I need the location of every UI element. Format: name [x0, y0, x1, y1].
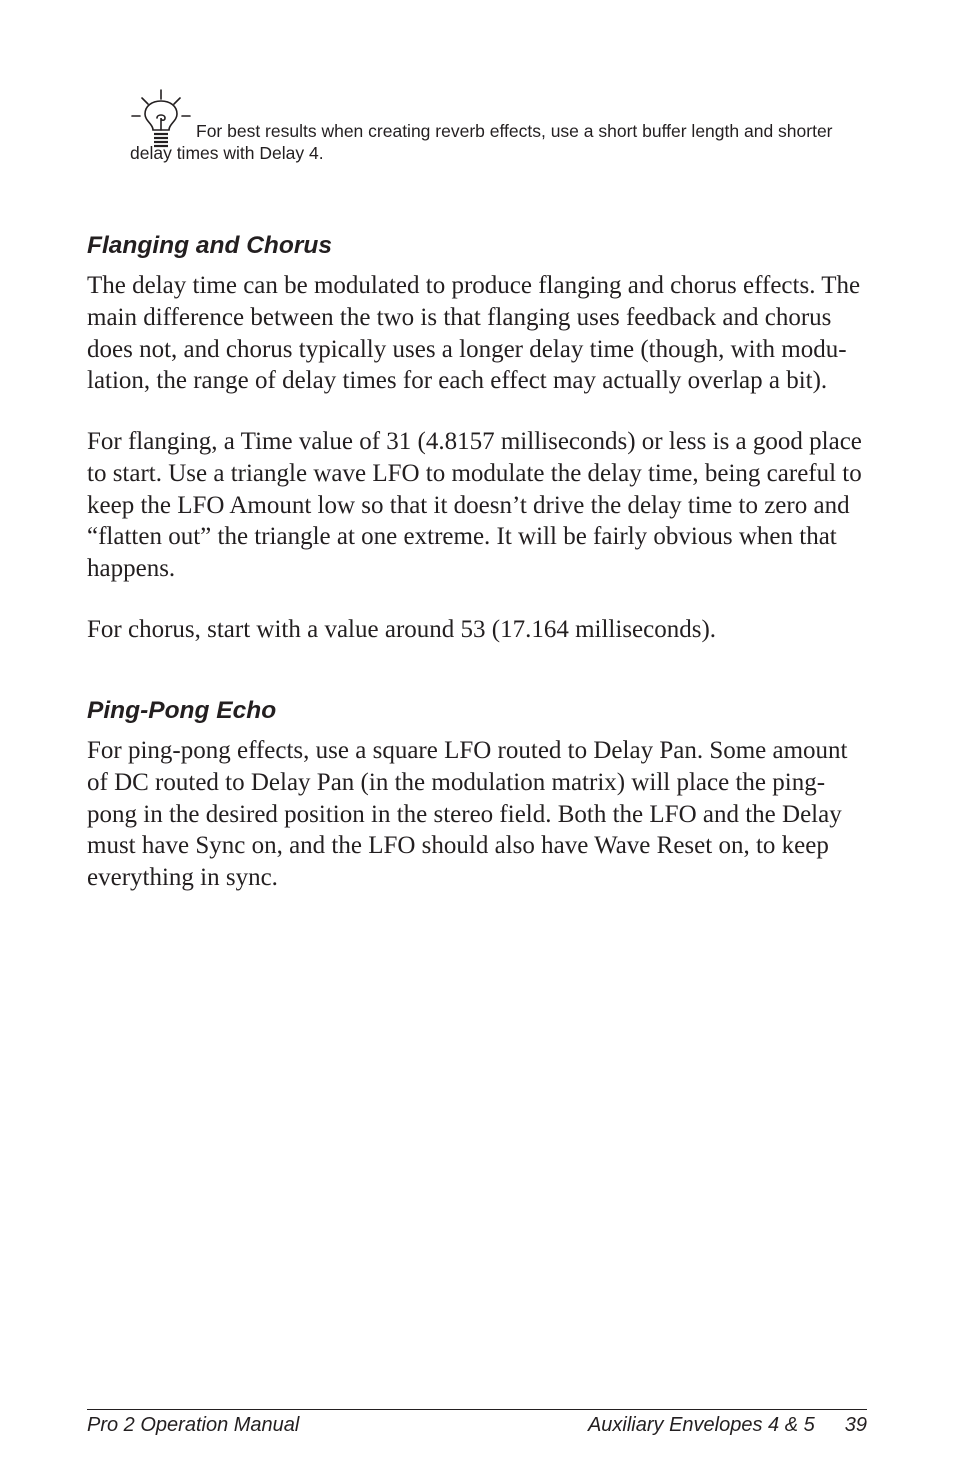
footer-chapter: Auxiliary Envelopes 4 & 5 — [587, 1414, 815, 1436]
footer-manual-title: Pro 2 Operation Manual — [87, 1414, 300, 1436]
tip-note — [130, 88, 850, 164]
footer-right — [588, 1412, 867, 1438]
paragraph-ping-pong: For ping-pong effects, use a square LFO routed to Delay Pan. Some amount of DC routed to Delay Pan (in the modulation matrix) will place the ping-pong in the desired position in the stereo field. Both the LFO and the Delay must have Sync on, and the LFO should also have Wave Reset on, to keep everything in sync. — [87, 737, 848, 892]
page-number: 39 — [844, 1414, 867, 1436]
paragraph-chorus-settings: For chorus, start with a value around 53 (17.164 milliseconds). — [87, 616, 717, 643]
tip-text: For best results when creating reverb effects, use a short buffer length and shorter delay times with Delay 4. — [130, 121, 833, 163]
paragraph-flanging-settings: For flanging, a Time value of 31 (4.8157 milliseconds) or less is a good place to start. Use a triangle wave LFO to modulate the delay time, being careful to keep the LFO Amount low so that it doesn’t drive the delay time to zero and “flatten out” the triangle at one extreme. It will be fairly obvious when that happens. — [87, 428, 862, 583]
footer-divider — [87, 1409, 867, 1410]
section-heading-flanging: Flanging and Chorus — [87, 232, 332, 259]
section-heading-ping-pong: Ping-Pong Echo — [87, 697, 277, 724]
paragraph-flanging-intro: The delay time can be modulated to produce flanging and chorus effects. The main difference between the two is that flanging uses feedback and chorus does not, and chorus typically uses a longer delay time (though, with modu-lation, the range of delay times for each effect may actually overlap a bit). — [87, 272, 861, 395]
lightbulb-icon — [130, 88, 192, 150]
